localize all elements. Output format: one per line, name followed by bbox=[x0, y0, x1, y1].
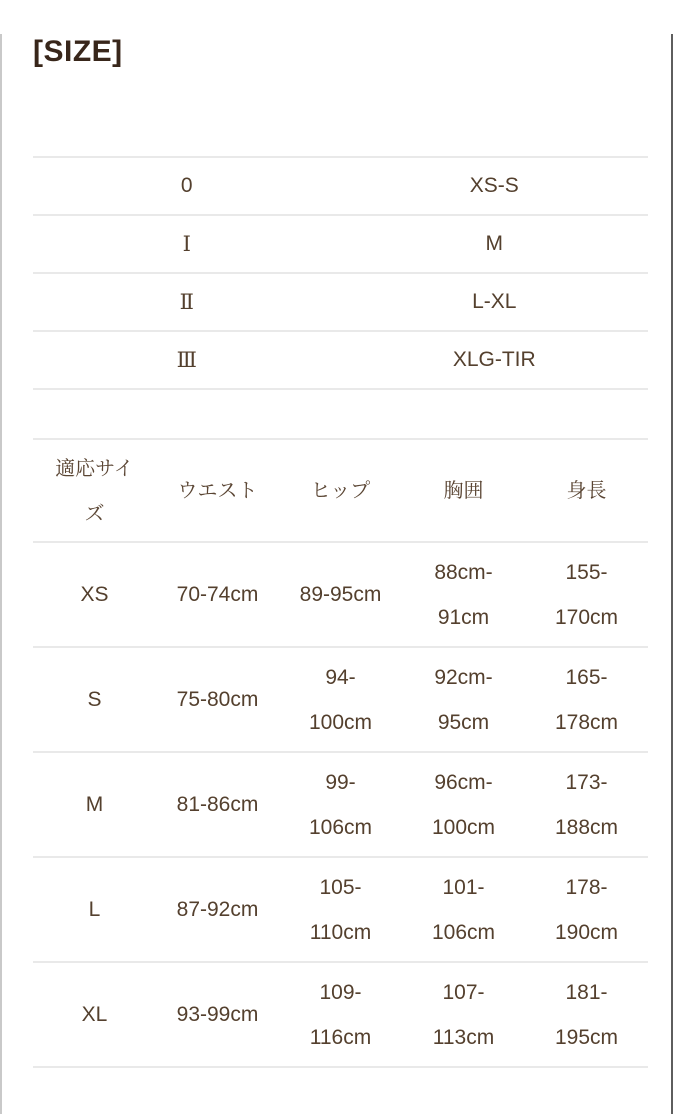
column-header-size: 適応サイズ bbox=[33, 439, 156, 542]
table-row bbox=[33, 215, 648, 273]
size-cell: L bbox=[33, 857, 156, 962]
chest-cell: 101-106cm bbox=[402, 857, 525, 962]
waist-cell: 81-86cm bbox=[156, 752, 279, 857]
table-row bbox=[33, 857, 648, 962]
size-cell: XL bbox=[33, 962, 156, 1067]
waist-cell: 93-99cm bbox=[156, 962, 279, 1067]
table-row bbox=[33, 157, 648, 215]
size-conversion-table bbox=[33, 156, 648, 390]
chest-cell: 107-113cm bbox=[402, 962, 525, 1067]
hip-cell: 94-100cm bbox=[279, 647, 402, 752]
table-row bbox=[33, 647, 648, 752]
page-right-border bbox=[671, 34, 673, 1114]
size-cell: S bbox=[33, 647, 156, 752]
size-code-cell: Ⅰ bbox=[33, 215, 341, 273]
waist-cell: 87-92cm bbox=[156, 857, 279, 962]
hip-cell: 99-106cm bbox=[279, 752, 402, 857]
size-label-cell: XS-S bbox=[341, 157, 649, 215]
size-code-cell: Ⅱ bbox=[33, 273, 341, 331]
height-cell: 165-178cm bbox=[525, 647, 648, 752]
waist-cell: 75-80cm bbox=[156, 647, 279, 752]
chest-cell: 92cm-95cm bbox=[402, 647, 525, 752]
height-cell: 178-190cm bbox=[525, 857, 648, 962]
height-cell: 173-188cm bbox=[525, 752, 648, 857]
height-cell: 155-170cm bbox=[525, 542, 648, 647]
height-cell: 181-195cm bbox=[525, 962, 648, 1067]
column-header-waist: ウエスト bbox=[156, 439, 279, 542]
size-code-cell: 0 bbox=[33, 157, 341, 215]
size-cell: M bbox=[33, 752, 156, 857]
table-row bbox=[33, 542, 648, 647]
column-header-hip: ヒップ bbox=[279, 439, 402, 542]
hip-cell: 109-116cm bbox=[279, 962, 402, 1067]
chest-cell: 96cm-100cm bbox=[402, 752, 525, 857]
size-label-cell: M bbox=[341, 215, 649, 273]
column-header-height: 身長 bbox=[525, 439, 648, 542]
size-cell: XS bbox=[33, 542, 156, 647]
size-chart-section bbox=[33, 34, 648, 1068]
size-conversion-table-body bbox=[33, 157, 648, 389]
table-row bbox=[33, 962, 648, 1067]
size-label-cell: L-XL bbox=[341, 273, 649, 331]
measurements-table-body bbox=[33, 542, 648, 1067]
table-row bbox=[33, 331, 648, 389]
hip-cell: 105-110cm bbox=[279, 857, 402, 962]
measurements-table-head bbox=[33, 439, 648, 542]
page-left-border bbox=[0, 34, 2, 1114]
size-code-cell: Ⅲ bbox=[33, 331, 341, 389]
chest-cell: 88cm-91cm bbox=[402, 542, 525, 647]
size-label-cell: XLG-TIR bbox=[341, 331, 649, 389]
table-row bbox=[33, 752, 648, 857]
hip-cell: 89-95cm bbox=[279, 542, 402, 647]
size-section-heading: [SIZE] bbox=[33, 35, 123, 68]
waist-cell: 70-74cm bbox=[156, 542, 279, 647]
header-row bbox=[33, 439, 648, 542]
column-header-chest: 胸囲 bbox=[402, 439, 525, 542]
measurements-table bbox=[33, 438, 648, 1068]
table-row bbox=[33, 273, 648, 331]
